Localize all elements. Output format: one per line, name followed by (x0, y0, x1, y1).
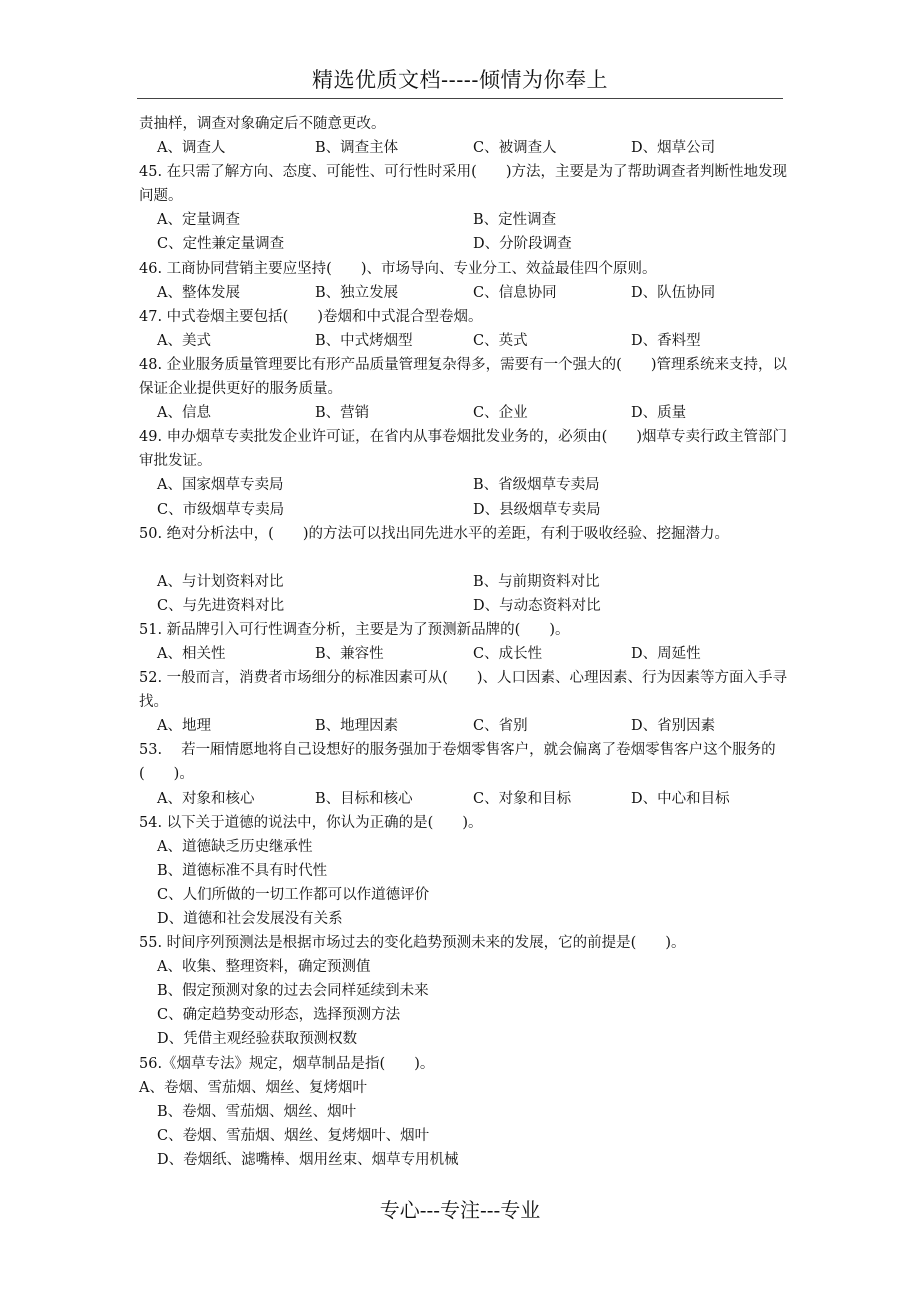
option: A、道德缺乏历史继承性 (157, 838, 313, 855)
question-52: 52. 一般而言，消费者市场细分的标准因素可从( )、人口因素、心理因素、行为因素等方面入手寻找。 (139, 670, 787, 711)
option: D、香料型 (631, 332, 701, 349)
option: B、独立发展 (315, 284, 399, 301)
option: D、凭借主观经验获取预测权数 (157, 1031, 358, 1048)
option: B、目标和核心 (315, 790, 413, 807)
option: C、成长性 (473, 645, 543, 662)
option: C、省别 (473, 718, 528, 735)
question-53: 53. 若一厢情愿地将自己设想好的服务强加于卷烟零售客户，就会偏离了卷烟零售客户这个服务的( )。 (139, 742, 776, 783)
option: A、定量调查 (157, 212, 240, 229)
option: D、周延性 (631, 645, 701, 662)
options-row (139, 232, 789, 256)
option: A、对象和核心 (157, 790, 255, 807)
blank-line (139, 546, 789, 570)
options-row (139, 401, 789, 425)
option: A、地理 (157, 718, 211, 735)
option: D、道德和社会发展没有关系 (157, 911, 343, 927)
option: A、整体发展 (157, 284, 240, 301)
option: A、信息 (157, 405, 211, 422)
option: B、假定预测对象的过去会同样延续到未来 (157, 983, 429, 1000)
option: C、卷烟、雪茄烟、烟丝、复烤烟叶、烟叶 (157, 1127, 430, 1144)
option: C、信息协同 (473, 284, 557, 301)
options-row (139, 714, 789, 738)
options-row (139, 642, 789, 666)
options-row (139, 329, 789, 353)
option: C、英式 (473, 332, 528, 349)
document-body (139, 112, 789, 1172)
question-55: 55. 时间序列预测法是根据市场过去的变化趋势预测未来的发展，它的前提是( )。 (139, 935, 686, 952)
option: B、地理因素 (315, 718, 399, 735)
question-50: 50. 绝对分析法中，( )的方法可以找出同先进水平的差距，有利于吸收经验、挖掘潜力。 (139, 525, 729, 542)
option: B、道德标准不具有时代性 (157, 862, 328, 879)
option: D、省别因素 (631, 718, 716, 735)
question-46: 46. 工商协同营销主要应坚持( )、市场导向、专业分工、效益最佳四个原则。 (139, 260, 657, 277)
option: C、定性兼定量调查 (157, 236, 285, 253)
options-row (139, 473, 789, 497)
option: D、中心和目标 (631, 790, 730, 807)
option: D、烟草公司 (631, 140, 716, 157)
question-48: 48. 企业服务质量管理要比有形产品质量管理复杂得多，需要有一个强大的( )管理系统来支持，以保证企业提供更好的服务质量。 (139, 356, 787, 398)
options-row (139, 136, 789, 160)
options-row (139, 594, 789, 618)
option: C、被调查人 (473, 140, 557, 157)
options-row (139, 498, 789, 522)
option: A、调查人 (157, 140, 226, 157)
question-45: 45. 在只需了解方向、态度、可能性、可行性时采用( )方法，主要是为了帮助调查者判断性地发现问题。 (139, 164, 787, 205)
question-51: 51. 新品牌引入可行性调查分析，主要是为了预测新品牌的( )。 (139, 621, 570, 638)
option: B、与前期资料对比 (473, 573, 600, 590)
options-row (139, 570, 789, 594)
option: B、定性调查 (473, 212, 557, 229)
option: D、卷烟纸、滤嘴棒、烟用丝束、烟草专用机械 (157, 1151, 459, 1168)
option: C、对象和目标 (473, 790, 572, 807)
option: D、县级烟草专卖局 (473, 501, 601, 518)
option: D、分阶段调查 (473, 236, 572, 253)
option: B、卷烟、雪茄烟、烟丝、烟叶 (157, 1103, 357, 1120)
option: B、省级烟草专卖局 (473, 477, 600, 494)
question-49: 49. 申办烟草专卖批发企业许可证，在省内从事卷烟批发业务的，必须由( )烟草专卖行政主管部门审批发证。 (139, 429, 787, 470)
option: C、与先进资料对比 (157, 597, 285, 614)
page-footer: 专心---专注---专业 (379, 1198, 541, 1222)
option: A、国家烟草专卖局 (157, 477, 284, 494)
options-row (139, 281, 789, 305)
header-divider (137, 98, 783, 99)
option: B、中式烤烟型 (315, 332, 413, 349)
option: D、队伍协同 (631, 284, 716, 301)
option: B、营销 (315, 405, 370, 422)
option: C、确定趋势变动形态，选择预测方法 (157, 1007, 401, 1024)
question-56: 56.《烟草专法》规定，烟草制品是指( )。 (139, 1055, 435, 1072)
option: A、卷烟、雪茄烟、烟丝、复烤烟叶 (139, 1079, 367, 1096)
option: A、收集、整理资料，确定预测值 (157, 959, 371, 976)
option: C、人们所做的一切工作都可以作道德评价 (157, 886, 430, 903)
question-text: 责抽样，调查对象确定后不随意更改。 (139, 116, 386, 132)
option: B、调查主体 (315, 140, 399, 157)
question-47: 47. 中式卷烟主要包括( )卷烟和中式混合型卷烟。 (139, 308, 483, 325)
page-header: 精选优质文档-----倾情为你奉上 (312, 68, 608, 92)
options-row (139, 208, 789, 232)
option: A、与计划资料对比 (157, 573, 284, 590)
option: A、相关性 (157, 645, 226, 662)
option: C、企业 (473, 405, 528, 422)
option: B、兼容性 (315, 645, 384, 662)
question-54: 54. 以下关于道德的说法中，你认为正确的是( )。 (139, 814, 483, 831)
option: A、美式 (157, 332, 211, 349)
option: C、市级烟草专卖局 (157, 501, 285, 518)
option: D、质量 (631, 405, 687, 422)
options-row (139, 787, 789, 811)
option: D、与动态资料对比 (473, 597, 601, 614)
